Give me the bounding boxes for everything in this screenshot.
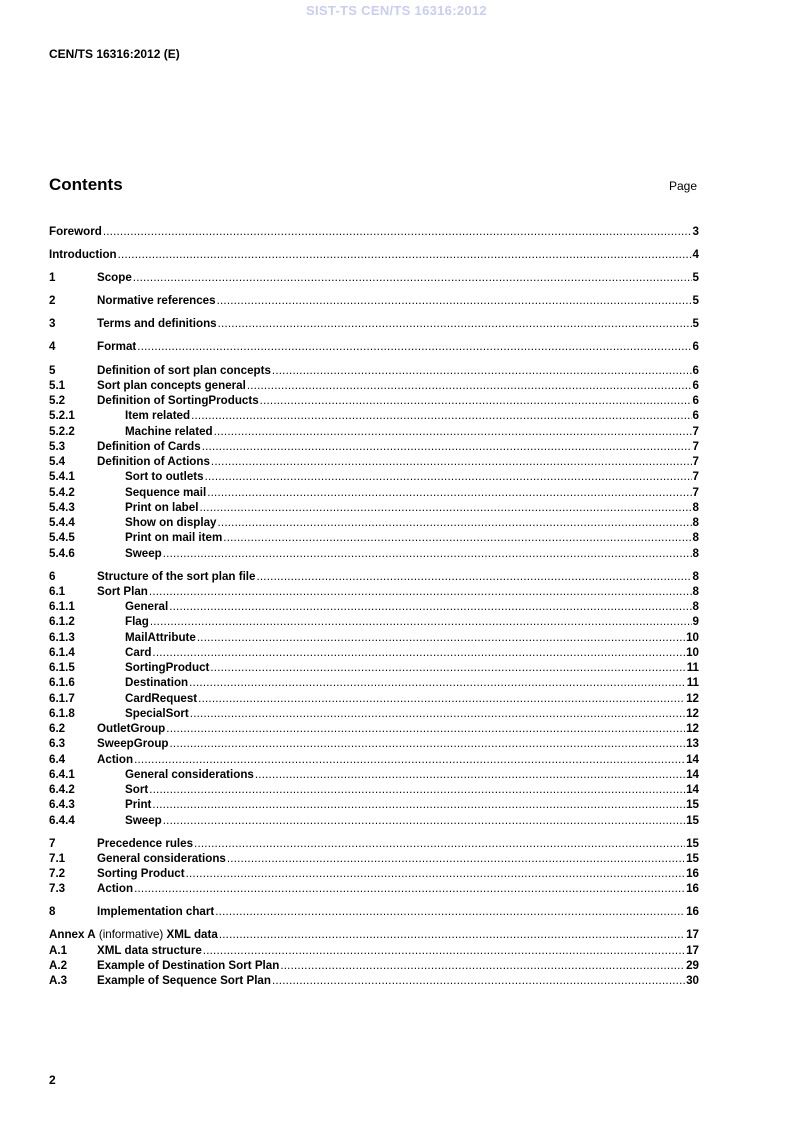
annex-informative: (informative) xyxy=(95,928,167,942)
toc-title: Print xyxy=(125,798,152,812)
toc-title: Definition of SortingProducts xyxy=(97,394,259,408)
toc-page: 6 xyxy=(692,409,699,423)
toc-leader-dots xyxy=(272,974,685,988)
toc-entry[interactable] xyxy=(49,958,699,973)
toc-title: Sequence mail xyxy=(125,485,207,499)
toc-number: 5.4.2 xyxy=(49,485,75,499)
toc-entry[interactable] xyxy=(49,515,699,530)
page-column-label: Page xyxy=(669,179,698,193)
toc-title: SweepGroup xyxy=(97,737,169,751)
toc-entry[interactable] xyxy=(49,660,699,675)
toc-number: 5 xyxy=(49,363,56,377)
toc-leader-dots xyxy=(255,768,685,782)
toc-number: 4 xyxy=(49,340,56,354)
toc-number: 5.4 xyxy=(49,455,66,469)
document-id: CEN/TS 16316:2012 (E) xyxy=(49,47,180,61)
toc-leader-dots xyxy=(199,501,691,515)
toc-title: Example of Destination Sort Plan xyxy=(97,958,280,972)
toc-page: 8 xyxy=(692,531,699,545)
toc-leader-dots xyxy=(256,570,691,584)
toc-leader-dots xyxy=(211,455,692,469)
toc-page: 7 xyxy=(692,485,699,499)
toc-leader-dots xyxy=(260,394,692,408)
toc-title: Print on mail item xyxy=(125,531,223,545)
toc-page: 10 xyxy=(686,645,699,659)
toc-title: Sweep xyxy=(125,546,162,560)
toc-leader-dots xyxy=(149,783,685,797)
toc-number: 7.3 xyxy=(49,882,66,896)
toc-entry[interactable] xyxy=(49,614,699,629)
toc-page: 16 xyxy=(686,905,699,919)
toc-number: 6.3 xyxy=(49,737,66,751)
toc-page: 6 xyxy=(692,378,699,392)
toc-leader-dots xyxy=(205,470,692,484)
toc-title: Format xyxy=(97,340,137,354)
toc-entry[interactable] xyxy=(49,866,699,881)
toc-title: Show on display xyxy=(125,516,217,530)
toc-number: A.2 xyxy=(49,958,68,972)
toc-title: Terms and definitions xyxy=(97,317,217,331)
toc-page: 6 xyxy=(692,363,699,377)
toc-entry[interactable] xyxy=(49,247,699,262)
toc-entry[interactable] xyxy=(49,736,699,751)
toc-entry[interactable] xyxy=(49,942,699,957)
toc-leader-dots xyxy=(169,600,691,614)
toc-leader-dots xyxy=(214,425,692,439)
toc-number: 5.4.3 xyxy=(49,500,75,514)
toc-page: 15 xyxy=(686,798,699,812)
toc-title: Action xyxy=(97,882,134,896)
toc-title: General considerations xyxy=(125,767,254,781)
toc-number: 3 xyxy=(49,317,56,331)
toc-leader-dots xyxy=(152,798,685,812)
toc-title: Definition of Cards xyxy=(97,439,201,453)
toc-number: 8 xyxy=(49,905,56,919)
toc-title: Item related xyxy=(125,409,191,423)
toc-number: 7 xyxy=(49,836,56,850)
toc-leader-dots xyxy=(163,547,692,561)
toc-page: 29 xyxy=(686,958,699,972)
toc-page: 12 xyxy=(686,691,699,705)
toc-page: 12 xyxy=(686,706,699,720)
toc-page: 16 xyxy=(686,882,699,896)
toc-leader-dots xyxy=(189,676,686,690)
toc-entry[interactable] xyxy=(49,706,699,721)
toc-leader-dots xyxy=(215,905,685,919)
toc-number: 5.1 xyxy=(49,378,66,392)
toc-title: Sort to outlets xyxy=(125,470,204,484)
toc-number: 5.4.4 xyxy=(49,516,75,530)
toc-leader-dots xyxy=(149,585,692,599)
toc-title: Definition of sort plan concepts xyxy=(97,363,271,377)
toc-number: 6.1.8 xyxy=(49,706,75,720)
toc-entry[interactable] xyxy=(49,293,699,308)
toc-entry[interactable] xyxy=(49,782,699,797)
toc-entry[interactable] xyxy=(49,484,699,499)
toc-entry[interactable] xyxy=(49,599,699,614)
toc-title: OutletGroup xyxy=(97,722,166,736)
toc-page: 8 xyxy=(692,546,699,560)
toc-entry[interactable] xyxy=(49,721,699,736)
toc-number: 6.4.2 xyxy=(49,783,75,797)
toc-number: 6.1.1 xyxy=(49,600,75,614)
toc-number: 6.1.4 xyxy=(49,645,75,659)
toc-page: 30 xyxy=(686,974,699,988)
toc-title: MailAttribute xyxy=(125,630,196,644)
toc-leader-dots xyxy=(217,516,691,530)
toc-title: Sort plan concepts general xyxy=(97,378,246,392)
toc-leader-dots xyxy=(194,837,685,851)
toc-page: 3 xyxy=(692,225,699,239)
toc-leader-dots xyxy=(217,294,692,308)
toc-entry[interactable] xyxy=(49,568,699,583)
toc-leader-dots xyxy=(197,631,685,645)
toc-leader-dots xyxy=(150,615,692,629)
toc-entry[interactable] xyxy=(49,439,699,454)
toc-number: 7.2 xyxy=(49,867,66,881)
toc-number: 5.3 xyxy=(49,439,66,453)
toc-title: Definition of Actions xyxy=(97,455,210,469)
toc-leader-dots xyxy=(118,248,692,262)
toc-number: 6.4.4 xyxy=(49,813,75,827)
toc-leader-dots xyxy=(223,531,691,545)
toc-leader-dots xyxy=(186,867,686,881)
toc-title: SpecialSort xyxy=(125,706,189,720)
toc-number: 5.2.2 xyxy=(49,424,75,438)
toc-title: SortingProduct xyxy=(125,661,210,675)
toc-page: 16 xyxy=(686,867,699,881)
toc-leader-dots xyxy=(134,882,685,896)
toc-page: 7 xyxy=(692,455,699,469)
toc-number: 6.1.5 xyxy=(49,661,75,675)
toc-entry[interactable] xyxy=(49,530,699,545)
toc-leader-dots xyxy=(198,692,685,706)
toc-leader-dots xyxy=(170,737,686,751)
toc-title: Scope xyxy=(97,271,132,285)
toc-number: 5.4.1 xyxy=(49,470,75,484)
toc-leader-dots xyxy=(133,271,692,285)
toc-page: 5 xyxy=(692,317,699,331)
toc-number: 6.4.1 xyxy=(49,767,75,781)
toc-number: 6.2 xyxy=(49,722,66,736)
toc-entry[interactable] xyxy=(49,454,699,469)
toc-number: 5.2.1 xyxy=(49,409,75,423)
toc-page: 14 xyxy=(686,783,699,797)
toc-page: 7 xyxy=(692,424,699,438)
annex-label: Annex A xyxy=(49,928,96,942)
toc-leader-dots xyxy=(137,340,691,354)
toc-entry[interactable] xyxy=(49,408,699,423)
toc-leader-dots xyxy=(163,814,685,828)
toc-leader-dots xyxy=(202,440,692,454)
toc-page: 6 xyxy=(692,340,699,354)
toc-number: 6.1.7 xyxy=(49,691,75,705)
toc-leader-dots xyxy=(218,317,692,331)
toc-title: Flag xyxy=(125,615,149,629)
toc-title: Sort xyxy=(125,783,149,797)
toc-leader-dots xyxy=(280,959,685,973)
toc-page: 11 xyxy=(686,661,699,675)
toc-title: Example of Sequence Sort Plan xyxy=(97,974,271,988)
toc-page: 13 xyxy=(686,737,699,751)
toc-entry[interactable] xyxy=(49,584,699,599)
toc-leader-dots xyxy=(272,364,692,378)
toc-entry[interactable] xyxy=(49,316,699,331)
toc-number: 5.2 xyxy=(49,394,66,408)
toc-entry[interactable] xyxy=(49,645,699,660)
toc-leader-dots xyxy=(219,928,685,942)
toc-page: 12 xyxy=(686,722,699,736)
toc-entry[interactable] xyxy=(49,767,699,782)
toc-title: Card xyxy=(125,645,152,659)
page-number: 2 xyxy=(49,1073,56,1087)
toc-entry[interactable] xyxy=(49,393,699,408)
toc-page: 8 xyxy=(692,569,699,583)
toc-page: 7 xyxy=(692,439,699,453)
toc-title: CardRequest xyxy=(125,691,198,705)
toc-leader-dots xyxy=(210,661,685,675)
toc-title: XML data structure xyxy=(97,943,202,957)
toc-number: 5.4.5 xyxy=(49,531,75,545)
toc-entry[interactable] xyxy=(49,690,699,705)
toc-leader-dots xyxy=(134,753,685,767)
toc-number: 6.1 xyxy=(49,584,66,598)
toc-entry[interactable] xyxy=(49,835,699,850)
toc-entry[interactable] xyxy=(49,629,699,644)
toc-page: 15 xyxy=(686,851,699,865)
toc-entry[interactable] xyxy=(49,224,699,239)
toc-page: 17 xyxy=(686,943,699,957)
toc-entry[interactable] xyxy=(49,851,699,866)
toc-number: 6.4 xyxy=(49,752,66,766)
toc-title: Destination xyxy=(125,676,189,690)
toc-number: 6.4.3 xyxy=(49,798,75,812)
toc-entry[interactable] xyxy=(49,904,699,919)
toc-page: 15 xyxy=(686,813,699,827)
toc-title xyxy=(49,928,219,942)
toc-leader-dots xyxy=(203,944,685,958)
toc-leader-dots xyxy=(207,486,691,500)
toc-number: 5.4.6 xyxy=(49,546,75,560)
toc-title: Structure of the sort plan file xyxy=(97,569,256,583)
toc-leader-dots xyxy=(103,225,692,239)
toc-entry[interactable] xyxy=(49,812,699,827)
toc-entry[interactable] xyxy=(49,500,699,515)
toc-entry[interactable] xyxy=(49,362,699,377)
toc-page: 14 xyxy=(686,767,699,781)
toc-page: 15 xyxy=(686,836,699,850)
toc-leader-dots xyxy=(190,707,685,721)
toc-number: 1 xyxy=(49,271,56,285)
toc-number: A.1 xyxy=(49,943,68,957)
toc-entry[interactable] xyxy=(49,469,699,484)
toc-entry[interactable] xyxy=(49,973,699,988)
toc-title: Implementation chart xyxy=(97,905,215,919)
toc-number: 7.1 xyxy=(49,851,66,865)
toc-leader-dots xyxy=(152,646,685,660)
toc-page: 8 xyxy=(692,500,699,514)
toc-title: Machine related xyxy=(125,424,213,438)
toc-page: 5 xyxy=(692,294,699,308)
toc-title: General considerations xyxy=(97,851,226,865)
toc-number: 2 xyxy=(49,294,56,308)
toc-entry[interactable] xyxy=(49,339,699,354)
toc-page: 6 xyxy=(692,394,699,408)
watermark: SIST-TS CEN/TS 16316:2012 xyxy=(306,3,487,18)
toc-title: Foreword xyxy=(49,225,102,239)
toc-page: 5 xyxy=(692,271,699,285)
toc-entry[interactable] xyxy=(49,797,699,812)
toc-entry[interactable] xyxy=(49,881,699,896)
toc-leader-dots xyxy=(227,852,685,866)
toc-page: 14 xyxy=(686,752,699,766)
table-of-contents xyxy=(49,224,699,988)
toc-title: Introduction xyxy=(49,248,117,262)
toc-page: 11 xyxy=(686,676,699,690)
toc-title: Sort Plan xyxy=(97,584,148,598)
toc-page: 8 xyxy=(692,584,699,598)
toc-title: Sweep xyxy=(125,813,162,827)
toc-page: 8 xyxy=(692,516,699,530)
contents-title: Contents xyxy=(49,175,123,194)
toc-entry[interactable] xyxy=(49,751,699,766)
toc-number: 6.1.2 xyxy=(49,615,75,629)
toc-page: 4 xyxy=(692,248,699,262)
toc-number: 6.1.3 xyxy=(49,630,75,644)
toc-title: Action xyxy=(97,752,134,766)
toc-entry-annex[interactable] xyxy=(49,927,699,942)
toc-entry[interactable] xyxy=(49,545,699,560)
toc-page: 9 xyxy=(692,615,699,629)
toc-page: 10 xyxy=(686,630,699,644)
toc-entry[interactable] xyxy=(49,675,699,690)
annex-title: XML data xyxy=(166,928,218,942)
toc-entry[interactable] xyxy=(49,378,699,393)
toc-page: 17 xyxy=(686,928,699,942)
toc-entry[interactable] xyxy=(49,270,699,285)
toc-leader-dots xyxy=(247,379,692,393)
toc-page: 7 xyxy=(692,470,699,484)
toc-number: 6.1.6 xyxy=(49,676,75,690)
toc-title: Precedence rules xyxy=(97,836,194,850)
toc-number: A.3 xyxy=(49,974,68,988)
toc-title: Normative references xyxy=(97,294,216,308)
toc-title: Sorting Product xyxy=(97,867,185,881)
toc-title: General xyxy=(125,600,169,614)
toc-page: 8 xyxy=(692,600,699,614)
toc-title: Print on label xyxy=(125,500,199,514)
toc-leader-dots xyxy=(166,722,685,736)
toc-entry[interactable] xyxy=(49,423,699,438)
toc-leader-dots xyxy=(191,409,691,423)
toc-number: 6 xyxy=(49,569,56,583)
